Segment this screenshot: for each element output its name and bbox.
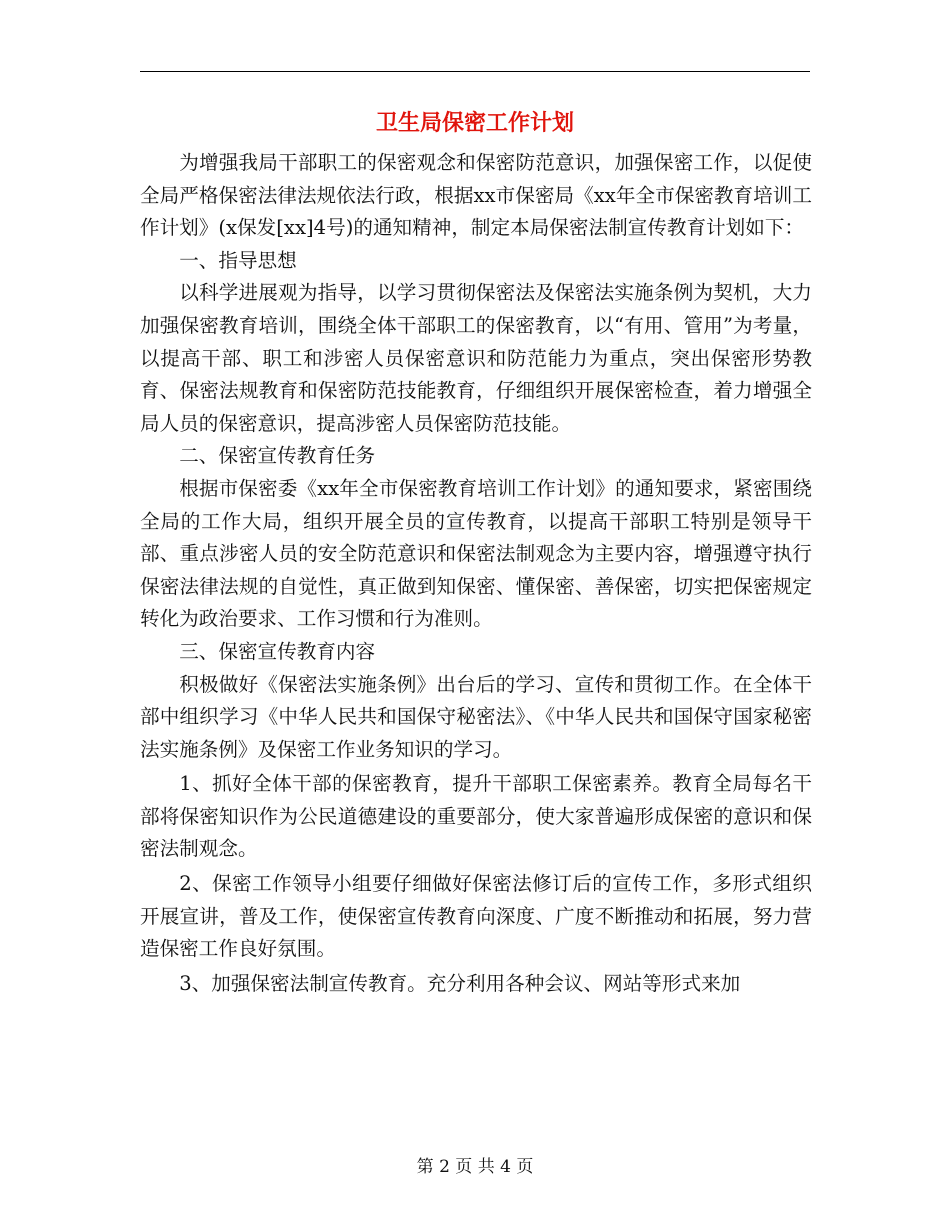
paragraph-content: 积极做好《保密法实施条例》出台后的学习、宣传和贯彻工作。在全体干部中组织学习《中华人民共和国保守秘密法》、《中华人民共和国保守国家秘密法实施条例》及保密工作业务知识的学习。 (140, 672, 812, 761)
paragraph-guiding-thought: 以科学进展观为指导，以学习贯彻保密法及保密法实施条例为契机，大力加强保密教育培训，围绕全体干部职工的保密教育，以“有用、管用”为考量，以提高干部、职工和涉密人员保密意识和防范能力为重点，突出保密形势教育、保密法规教育和保密防范技能教育，仔细组织开展保密检查，着力增强全局人员的保密意识，提高涉密人员保密防范技能。 (140, 281, 812, 435)
paragraph-item-3: 3、加强保密法制宣传教育。充分利用各种会议、网站等形式来加 (179, 971, 741, 995)
paragraph-item-1: 1、抓好全体干部的保密教育，提升干部职工保密素养。教育全局每名干部将保密知识作为公民道德建设的重要部分，使大家普遍形成保密的意识和保密法制观念。 (140, 772, 812, 861)
paragraph-intro: 为增强我局干部职工的保密观念和保密防范意识，加强保密工作，以促使全局严格保密法律法规依法行政，根据xx市保密局《xx年全市保密教育培训工作计划》(x保发[xx]4号)的通知精神，制定本局保密法制宣传教育计划如下： (140, 151, 812, 240)
document-title: 卫生局保密工作计划 (375, 111, 574, 136)
heading-guiding-thought: 一、指导思想 (179, 248, 297, 272)
heading-content: 三、保密宣传教育内容 (179, 639, 376, 663)
header-rule (140, 71, 810, 72)
document-body (140, 147, 812, 1000)
heading-task: 二、保密宣传教育任务 (179, 444, 376, 468)
page-number-footer: 第 2 页 共 4 页 (416, 1157, 534, 1177)
paragraph-task: 根据市保密委《xx年全市保密教育培训工作计划》的通知要求，紧密围绕全局的工作大局，组织开展全员的宣传教育，以提高干部职工特别是领导干部、重点涉密人员的安全防范意识和保密法制观念为主要内容，增强遵守执行保密法律法规的自觉性，真正做到知保密、懂保密、善保密，切实把保密规定转化为政治要求、工作习惯和行为准则。 (140, 476, 812, 631)
paragraph-item-2: 2、保密工作领导小组要仔细做好保密法修订后的宣传工作，多形式组织开展宣讲，普及工作，使保密宣传教育向深度、广度不断推动和拓展，努力营造保密工作良好氛围。 (140, 872, 812, 961)
